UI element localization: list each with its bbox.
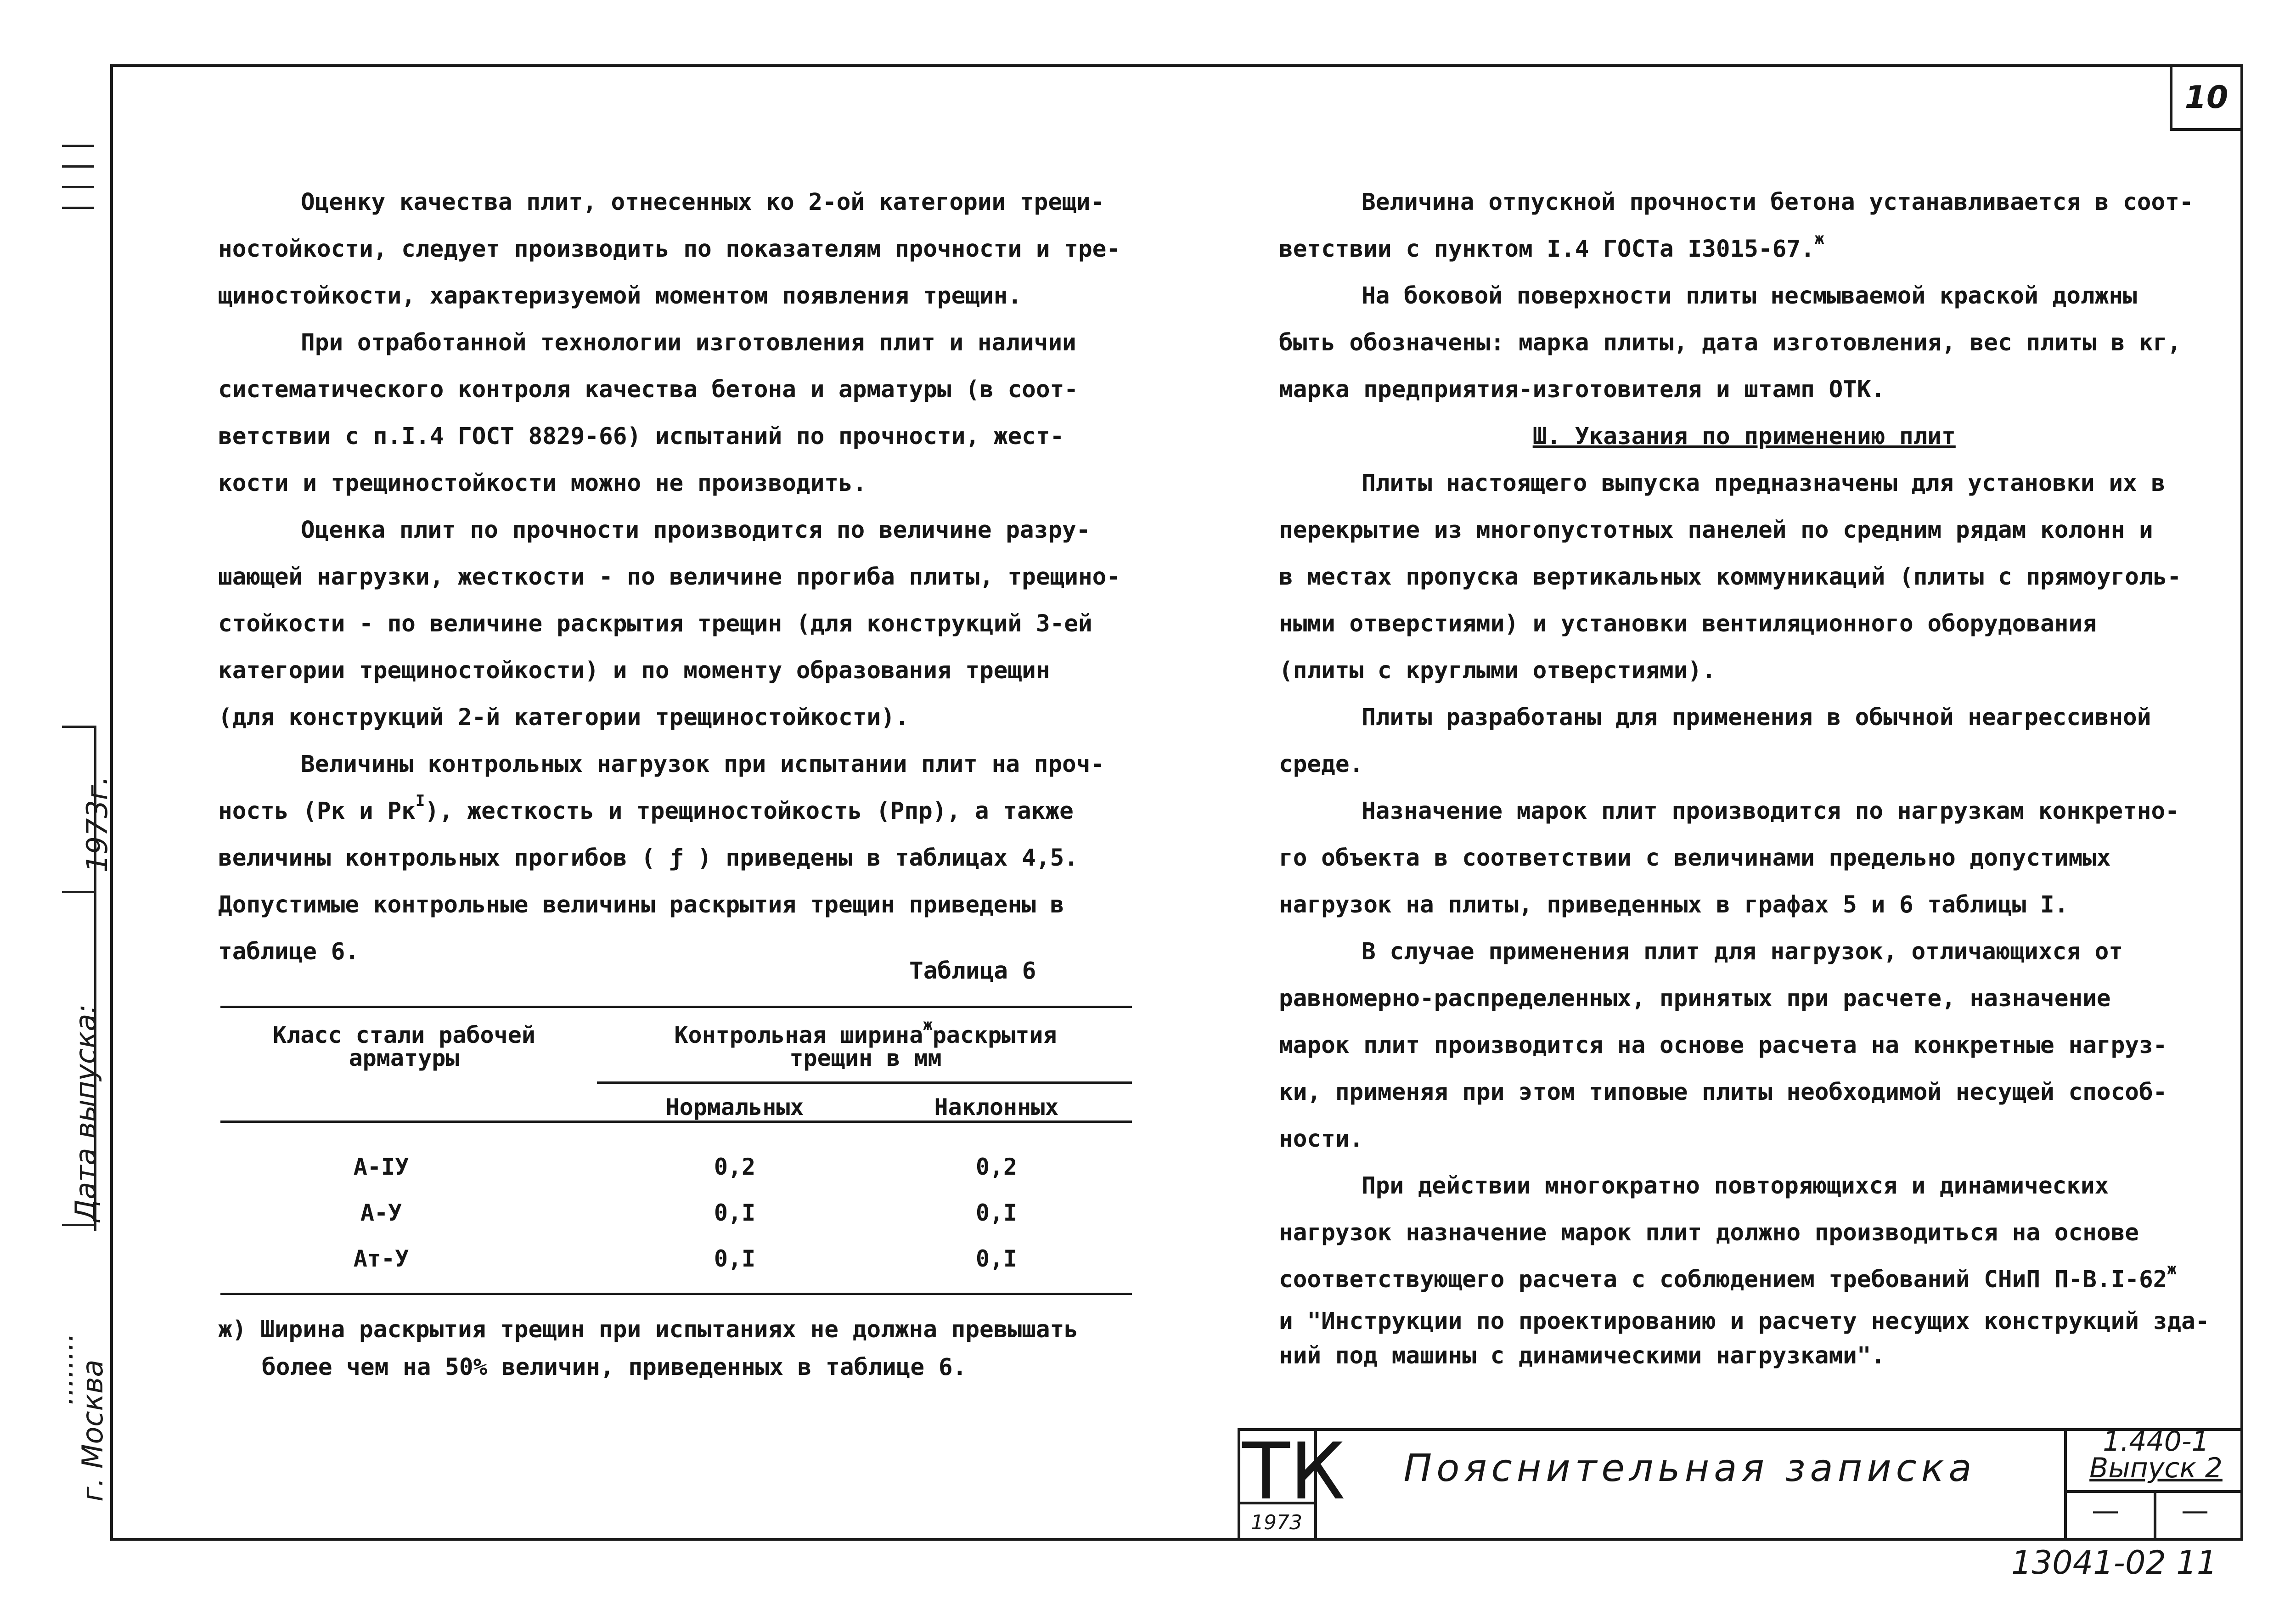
text-line: В случае применения плит для нагрузок, отличающихся от — [1362, 938, 2123, 965]
table-title: Таблица 6 — [909, 957, 1036, 985]
section-heading: Ш. Указания по применению плит — [1532, 423, 1956, 450]
text-line: При действии многократно повторяющихся и динамических — [1362, 1172, 2109, 1199]
inventory-number: 13041-02 11 — [2011, 1544, 2217, 1582]
text-line: (плиты с круглыми отверстиями). — [1279, 657, 1716, 684]
table-header-width-1 — [606, 1016, 1125, 1048]
text-line: нагрузок на плиты, приведенных в графах 5 и 6 таблицы I. — [1279, 891, 2069, 918]
binding-tick — [62, 1224, 94, 1226]
text-line: Величины контрольных нагрузок при испытании плит на проч- — [301, 751, 1105, 778]
footnote-mark: ж — [1814, 230, 1824, 248]
text-line: нагрузок назначение марок плит должно производиться на основе — [1279, 1219, 2139, 1246]
table-footnote — [218, 1311, 1078, 1386]
text-fragment: ветствии с пунктом I.4 ГОСТа I3015-67. — [1279, 236, 1815, 263]
title-block-rule — [2064, 1490, 2243, 1493]
footnote-line: более чем на 50% величин, приведенных в таблице 6. — [262, 1354, 967, 1381]
superscript: I — [415, 792, 425, 810]
text-line — [1279, 1256, 2210, 1303]
text-line — [218, 788, 1120, 835]
text-line: и "Инструкции по проектированию и расчету несущих конструкций зда- — [1279, 1308, 2210, 1335]
text-line: стойкости - по величине раскрытия трещин (для конструкций 3-ей — [218, 610, 1092, 637]
table-cell-normal: 0,2 — [714, 1154, 756, 1180]
table-rule-bottom — [220, 1293, 1132, 1295]
table-cell-class: А-У — [360, 1199, 402, 1226]
text-line: величины контрольных прогибов ( ƒ ) приведены в таблицах 4,5. — [218, 845, 1078, 872]
binding-tick — [62, 207, 94, 209]
text-line: марка предприятия-изготовителя и штамп ОТК. — [1279, 376, 1885, 403]
text-line: Плиты настоящего выпуска предназначены для установки их в — [1362, 470, 2166, 497]
table-subheader-normal: Нормальных — [665, 1094, 804, 1121]
table-header-width-2: трещин в мм — [789, 1045, 942, 1071]
text-line: го объекта в соответствии с величинами предельно допустимых — [1279, 845, 2111, 872]
table-cell-class: Ат-У — [353, 1245, 409, 1272]
page-number: 10 — [2170, 64, 2243, 131]
table-subheader-inclined: Наклонных — [934, 1094, 1059, 1121]
series-block — [2069, 1425, 2243, 1484]
text-line: ными отверстиями) и установки вентиляционного оборудования — [1279, 610, 2097, 637]
text-line: ности. — [1279, 1126, 1364, 1153]
footnote-mark: ж — [923, 1016, 933, 1034]
text-line: Оценка плит по прочности производится по величине разру- — [301, 517, 1091, 544]
table-rule-sub — [597, 1081, 1132, 1084]
text-line: Плиты разработаны для применения в обычной неагрессивной — [1362, 704, 2151, 731]
text-line: ветствии с п.I.4 ГОСТ 8829-66) испытаний по прочности, жест- — [218, 423, 1064, 450]
binding-tick — [62, 891, 94, 893]
text-line: быть обозначены: марка плиты, дата изготовления, вес плиты в кг, — [1279, 329, 2182, 356]
binding-tick — [62, 165, 94, 168]
text-line: перекрытие из многопустотных панелей по средним рядам колонн и — [1279, 517, 2153, 544]
issue-date-label: Дата выпуска: — [69, 1004, 102, 1222]
text-line: ки, применяя при этом типовые плиты необходимой несущей способ- — [1279, 1079, 2167, 1106]
text-line: таблице 6. — [218, 938, 360, 965]
text-fragment: ность (Рк и Рк — [218, 798, 416, 825]
table-header-class-1: Класс стали рабочей — [273, 1022, 535, 1048]
table-cell-inclined: 0,I — [975, 1245, 1018, 1272]
header-text: Контрольная ширина — [674, 1022, 923, 1048]
binding-tick — [62, 726, 94, 728]
text-line: Допустимые контрольные величины раскрытия трещин приведены в — [218, 891, 1064, 918]
footnote-line: ж) Ширина раскрытия трещин при испытаниях не должна превышать — [218, 1316, 1078, 1343]
binding-tick — [62, 186, 94, 188]
text-line: равномерно-распределенных, принятых при расчете, назначение — [1279, 985, 2111, 1012]
title-block-divider — [2064, 1428, 2067, 1541]
text-line: При отработанной технологии изготовления плит и наличии — [301, 329, 1076, 356]
text-fragment: ), жесткость и трещиностойкость (Рпр), а также — [425, 798, 1074, 825]
series-number: 1.440-1 — [2103, 1425, 2209, 1458]
text-line: в местах пропуска вертикальных коммуникаций (плиты с прямоуголь- — [1279, 563, 2182, 591]
binding-tick — [62, 145, 94, 147]
text-line: щиностойкости, характеризуемой моментом появления трещин. — [218, 282, 1022, 310]
text-line: Назначение марок плит производится по нагрузкам конкретно- — [1362, 798, 2179, 825]
text-line: среде. — [1279, 751, 1364, 778]
text-line: (для конструкций 2-й категории трещиностойкости). — [218, 704, 909, 731]
table-rule-top — [220, 1006, 1132, 1008]
text-line: На боковой поверхности плиты несмываемой краской должны — [1362, 282, 2137, 310]
text-line: кости и трещиностойкости можно не производить. — [218, 470, 867, 497]
text-line: Величина отпускной прочности бетона устанавливается в соот- — [1362, 189, 2194, 216]
table-cell-inclined: 0,I — [975, 1199, 1018, 1226]
text-line: ностойкости, следует производить по показателям прочности и тре- — [218, 236, 1121, 263]
text-line: марок плит производится на основе расчета на конкретные нагруз- — [1279, 1032, 2167, 1059]
text-line — [1279, 226, 2210, 273]
issue-year: 1973г. — [80, 776, 114, 873]
sheet-dash: — — [2181, 1495, 2209, 1527]
table-cell-inclined: 0,2 — [975, 1154, 1018, 1180]
table-cell-class: А-IУ — [353, 1154, 409, 1180]
text-fragment: соответствующего расчета с соблюдением требований СНиП П-В.I-62 — [1279, 1266, 2167, 1293]
table-header-class-2: арматуры — [349, 1045, 460, 1071]
table-cell-normal: 0,I — [714, 1199, 756, 1226]
footnote-mark: ж — [2167, 1260, 2177, 1278]
city-label: г. Москва — [76, 1359, 109, 1502]
table-cell-normal: 0,I — [714, 1245, 756, 1272]
title-block-divider — [2154, 1490, 2156, 1541]
text-line: Оценку качества плит, отнесенных ко 2-ой категории трещи- — [301, 189, 1105, 216]
text-line: шающей нагрузки, жесткости - по величине прогиба плиты, трещино- — [218, 563, 1121, 591]
text-line: систематического контроля качества бетона и арматуры (в соот- — [218, 376, 1078, 403]
document-title: Пояснительная записка — [1403, 1447, 1976, 1490]
issue-number: Выпуск 2 — [2089, 1452, 2223, 1484]
tk-year: 1973 — [1251, 1511, 1302, 1534]
sheet-dash: — — [2092, 1495, 2119, 1527]
table-rule-head — [220, 1121, 1132, 1123]
left-text-column — [218, 179, 1120, 975]
sidebar-dots: ........ — [46, 1333, 79, 1405]
text-line: ний под машины с динамическими нагрузками". — [1279, 1342, 1885, 1369]
tk-stamp: ТК — [1242, 1426, 1345, 1517]
right-text-column — [1279, 179, 2210, 1372]
header-text: раскрытия — [932, 1022, 1057, 1048]
text-line: категории трещиностойкости) и по моменту образования трещин — [218, 657, 1050, 684]
